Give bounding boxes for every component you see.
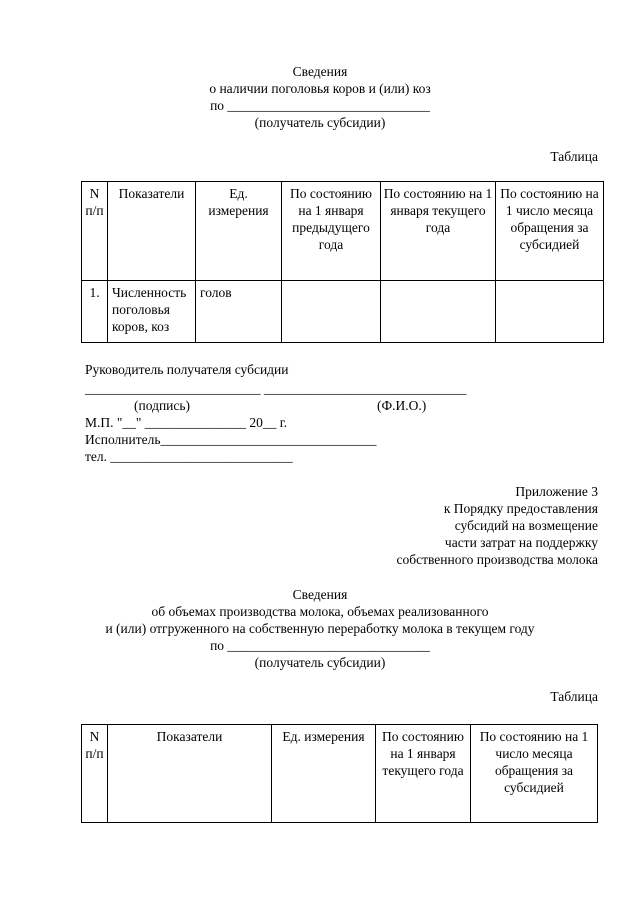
header-cell-indicators: Показатели bbox=[108, 182, 196, 281]
section1-subtitle: о наличии поголовья коров и (или) коз bbox=[209, 81, 431, 96]
section1-table-header-row bbox=[82, 182, 604, 281]
appendix-line: Приложение 3 bbox=[515, 484, 598, 499]
header-cell-prev-year: По состоянию на 1 января предыдущего года bbox=[282, 182, 381, 281]
appendix-line: части затрат на поддержку bbox=[444, 535, 598, 550]
section2-subtitle-2: и (или) отгруженного на собственную переработку молока в текущем году bbox=[105, 621, 535, 636]
header-cell-current-year: По состоянию на 1 января текущего года bbox=[381, 182, 496, 281]
section1-recipient-caption: (получатель субсидии) bbox=[254, 115, 386, 130]
header-cell-number: N п/п bbox=[82, 725, 108, 823]
section2-table-label: Таблица bbox=[550, 689, 598, 704]
phone-line: тел. ___________________________ bbox=[85, 449, 293, 464]
section2-table-header-row bbox=[82, 725, 598, 823]
section2-subtitle-1: об объемах производства молока, объемах реализованного bbox=[151, 604, 489, 619]
header-cell-month: По состоянию на 1 число месяца обращения за субсидией bbox=[496, 182, 604, 281]
cell-unit: голов bbox=[196, 281, 282, 343]
section2-recipient-caption: (получатель субсидии) bbox=[254, 655, 386, 670]
table-row bbox=[82, 281, 604, 343]
header-cell-current-year: По состоянию на 1 января текущего года bbox=[376, 725, 471, 823]
cell-indicator: Численность поголовья коров, коз bbox=[108, 281, 196, 343]
stamp-date-line: М.П. "__" _______________ 20__ г. bbox=[85, 415, 288, 430]
cell-prev-year bbox=[282, 281, 381, 343]
section1-table bbox=[81, 181, 604, 343]
cell-number: 1. bbox=[82, 281, 108, 343]
section1-table-label: Таблица bbox=[550, 149, 598, 164]
header-cell-number: N п/п bbox=[82, 182, 108, 281]
section2-table bbox=[81, 724, 598, 823]
section2-title: Сведения bbox=[292, 587, 348, 602]
cell-current-year bbox=[381, 281, 496, 343]
section1-title: Сведения bbox=[292, 64, 348, 79]
appendix-line: субсидий на возмещение bbox=[454, 518, 598, 533]
sign-caption: (подпись) bbox=[134, 398, 191, 413]
header-cell-unit: Ед. измерения bbox=[196, 182, 282, 281]
header-cell-month: По состоянию на 1 число месяца обращения за субсидией bbox=[471, 725, 598, 823]
header-cell-indicators: Показатели bbox=[108, 725, 272, 823]
section2-recipient-line: по ______________________________ bbox=[210, 638, 430, 653]
header-cell-unit: Ед. измерения bbox=[272, 725, 376, 823]
section1-recipient-line: по ______________________________ bbox=[210, 98, 430, 113]
appendix-line: собственного производства молока bbox=[396, 552, 598, 567]
executor-line: Исполнитель________________________________ bbox=[85, 432, 377, 447]
cell-month bbox=[496, 281, 604, 343]
fio-caption: (Ф.И.О.) bbox=[377, 398, 427, 413]
appendix-line: к Порядку предоставления bbox=[443, 501, 598, 516]
head-label: Руководитель получателя субсидии bbox=[85, 362, 289, 377]
signature-lines: __________________________ ______________________________ bbox=[85, 381, 467, 396]
